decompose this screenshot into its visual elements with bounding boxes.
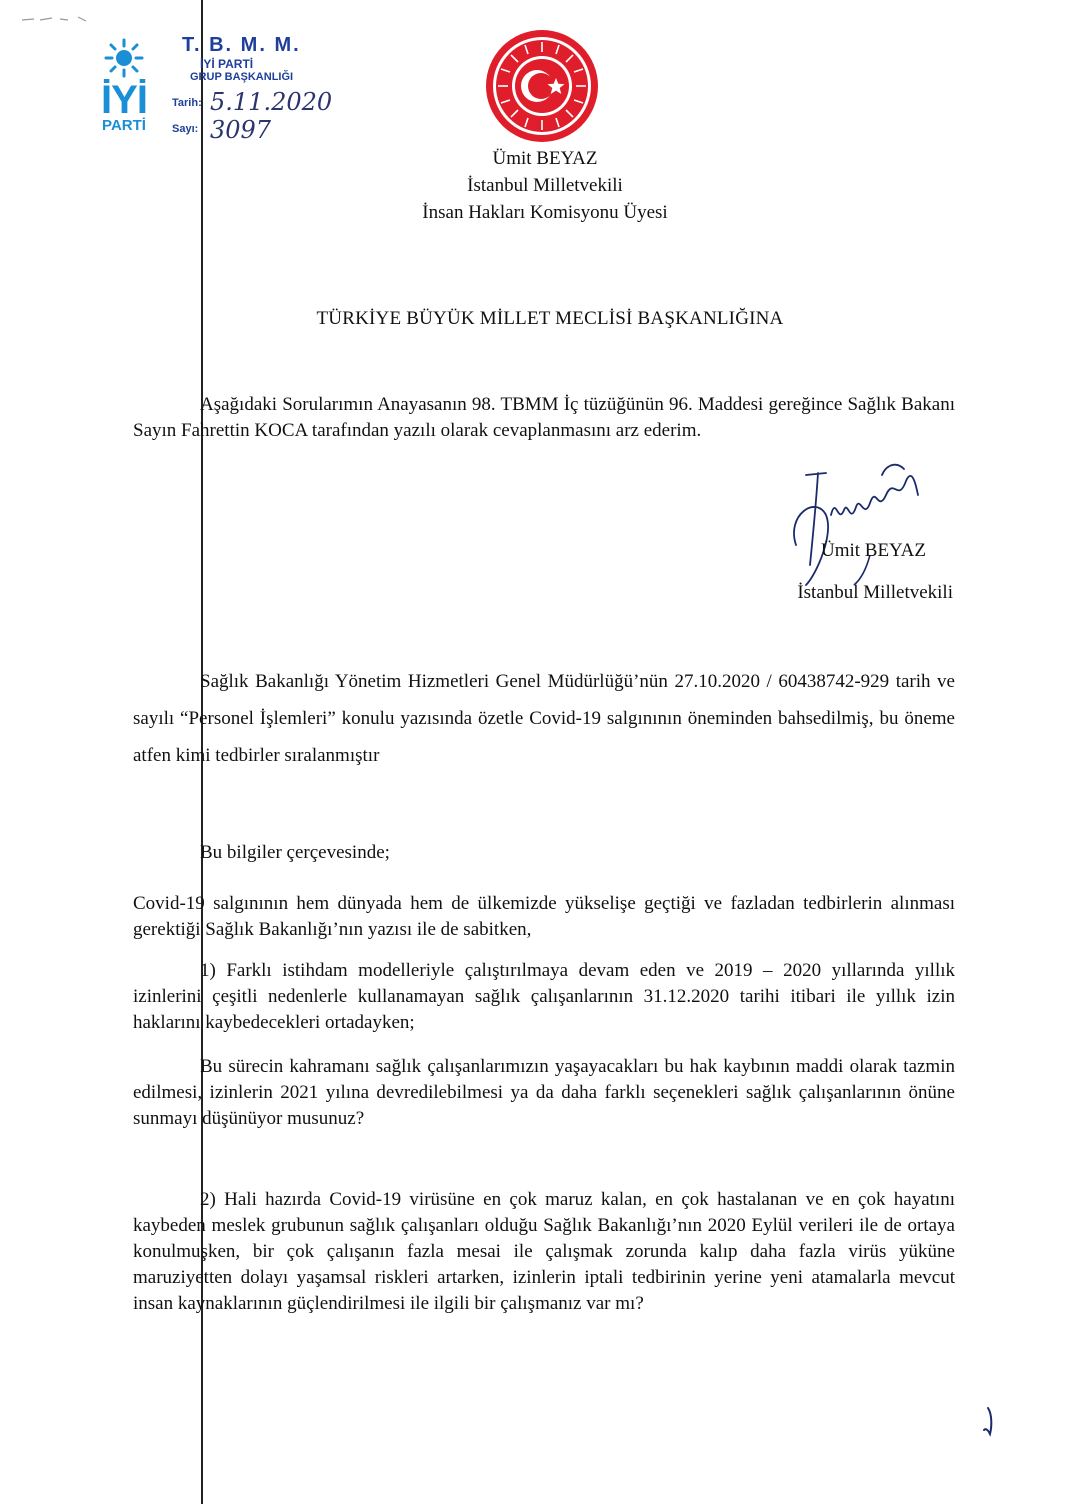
addressee: TÜRKİYE BÜYÜK MİLLET MECLİSİ BAŞKANLIĞINA: [316, 308, 784, 329]
signature-title: İstanbul Milletvekili: [797, 582, 953, 603]
party-logo: [94, 36, 154, 136]
stamp-date-value: 5.11.2020: [210, 88, 333, 116]
question-1-context: 1) Farklı istihdam modelleriyle çalıştırılmaya devam eden ve 2019 – 2020 yıllarında yıllık izinlerini çeşitli nedenlerle kullanamayan sağlık çalışanlarının 31.12.2020 tarihi itibari ile yıllık izin haklarını kaybedecekleri ortadayken;: [133, 960, 955, 1033]
header-city: İstanbul Milletvekili: [467, 175, 623, 196]
party-logo-name: İYİ: [101, 78, 147, 122]
intro-paragraph: Aşağıdaki Sorularımın Anayasanın 98. TBMM İç tüzüğünün 96. Maddesi gereğince Sağlık Bakanı Sayın Fahrettin KOCA tarafından yazılı olarak cevaplanmasını arz ederim.: [133, 394, 955, 441]
stamp-date-label: Tarih:: [172, 97, 202, 109]
question-2: 2) Hali hazırda Covid-19 virüsüne en çok maruz kalan, en çok hastalanan ve en çok hayatını kaybeden meslek grubunun sağlık çalışanları olduğu Sağlık Bakanlığı’nın 2020 Eylül verileri ile de ortaya konulmuşken, bir çok çalışanın fazla mesai ile çalışmak zorunda kalıp daha fazla virüs yüküne maruziyetten dolayı yaşamsal riskleri artarken, izinlerin iptali tedbirinin yerine yeni atamalarla mevcut insan kaynaklarının güçlendirilmesi ile ilgili bir çalışmanız var mı?: [133, 1189, 955, 1314]
body-paragraph-3: Covid-19 salgınının hem dünyada hem de ülkemizde yükselişe geçtiği ve fazladan tedbirlerin alınması gerektiği Sağlık Bakanlığı’nın yazısı ile de sabitken,: [133, 893, 955, 940]
question-1: Bu sürecin kahramanı sağlık çalışanlarımızın yaşayacakları bu hak kaybının maddi olarak tazmin edilmesi, izinlerin 2021 yılına devredilebilmesi ya da daha farklı seçenekleri sağlık çalışanlarının önüne sunmayı düşünüyor musunuz?: [133, 1056, 955, 1129]
signature-name: Ümit BEYAZ: [820, 540, 926, 561]
tbmm-seal-icon: [484, 28, 600, 144]
stamp-title: T. B. M. M.: [182, 34, 301, 56]
stamp-group: GRUP BAŞKANLIĞI: [190, 71, 294, 83]
party-logo-sub: PARTİ: [102, 117, 146, 134]
stamp-number-value: 3097: [210, 116, 272, 144]
stamp-party: İYİ PARTİ: [200, 57, 254, 71]
header-role: İnsan Hakları Komisyonu Üyesi: [422, 202, 668, 223]
stamp-number-label: Sayı:: [172, 123, 199, 135]
page-marker: [980, 1404, 1000, 1438]
registry-stamp: [172, 34, 332, 144]
header-name: Ümit BEYAZ: [492, 148, 598, 169]
sun-icon: [94, 36, 154, 80]
scan-speck: [20, 14, 90, 24]
body-paragraph-2: Bu bilgiler çerçevesinde;: [200, 842, 390, 863]
body-paragraph-1: Sağlık Bakanlığı Yönetim Hizmetleri Genel Müdürlüğü’nün 27.10.2020 / 60438742-929 tarih ve sayılı “Personel İşlemleri” konulu yazısında özetle Covid-19 salgınının öneminden bahsedilmiş, bu öneme atfen kimi tedbirler sıralanmıştır: [133, 671, 955, 766]
